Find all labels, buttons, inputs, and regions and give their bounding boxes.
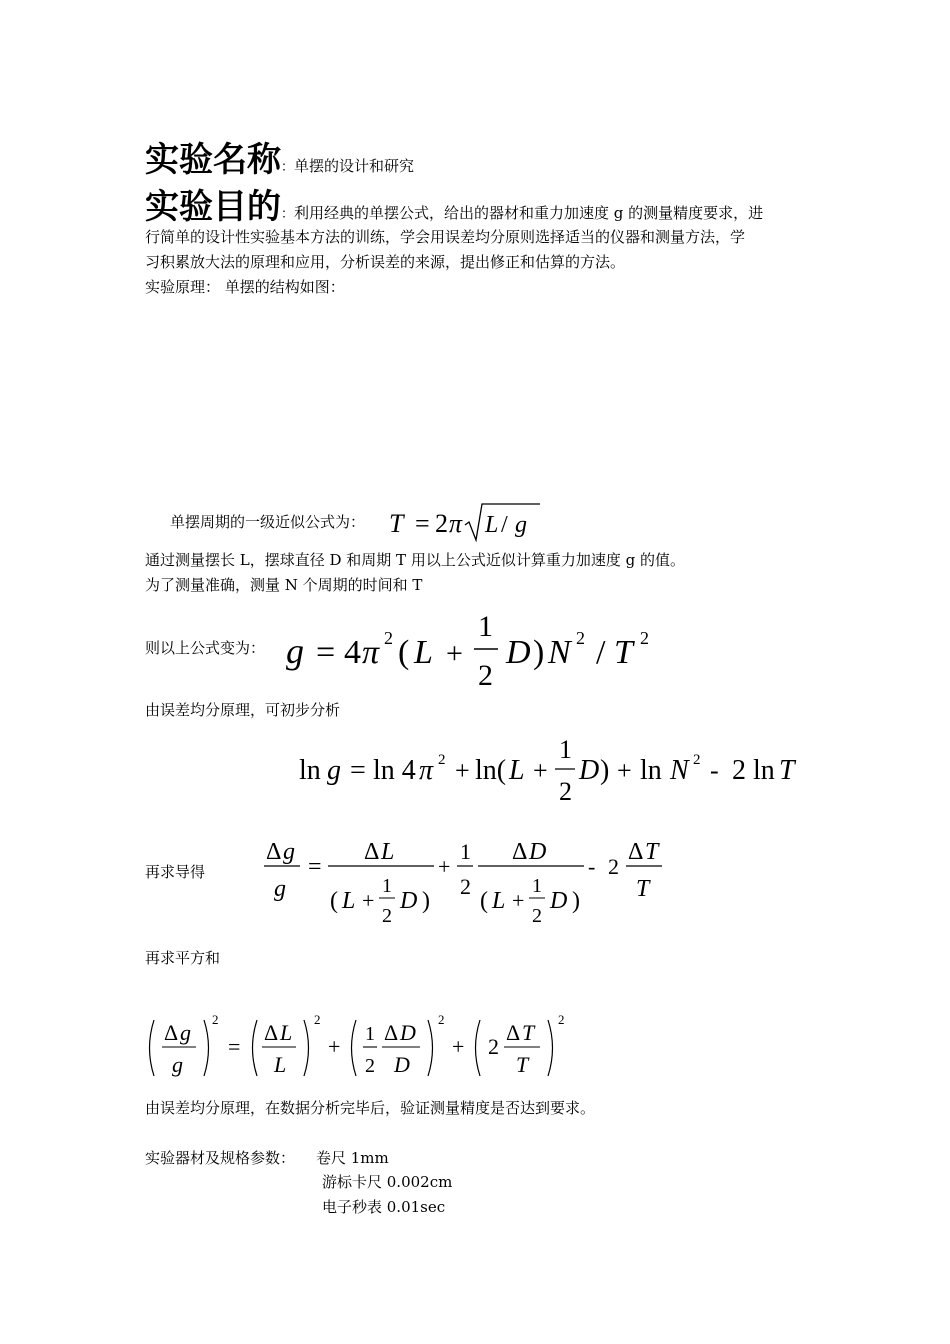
- svg-text:1: 1: [382, 875, 392, 897]
- svg-text:+: +: [328, 1034, 341, 1059]
- svg-text:2: 2: [212, 1012, 219, 1027]
- formula-derivative: [262, 832, 682, 937]
- svg-text:2: 2: [576, 628, 585, 648]
- svg-text:(: (: [480, 888, 488, 914]
- svg-text:+: +: [446, 637, 463, 670]
- conclusion-line: 由误差均分原理，在数据分析完毕后，验证测量精度是否达到要求。: [145, 1099, 596, 1117]
- svg-text:D: D: [506, 634, 531, 671]
- svg-text:2 ln: 2 ln: [732, 755, 775, 786]
- svg-text:ln: ln: [640, 755, 662, 786]
- svg-text:D: D: [394, 1052, 410, 1077]
- svg-text:T: T: [636, 876, 650, 902]
- svg-text:D: D: [529, 839, 547, 865]
- equipment-item-tape-measure: 卷尺 1mm: [316, 1149, 389, 1167]
- svg-text:g: g: [274, 876, 286, 902]
- svg-text:L: L: [381, 839, 395, 865]
- svg-text:+: +: [455, 756, 470, 785]
- svg-text:+: +: [617, 756, 632, 785]
- svg-text:ln 4: ln 4: [373, 755, 416, 786]
- svg-text:T: T: [516, 1052, 529, 1077]
- svg-text:1: 1: [478, 610, 493, 643]
- experiment-purpose-line1: [145, 179, 763, 228]
- equipment-item-stopwatch: 电子秒表 0.01sec: [322, 1198, 446, 1216]
- svg-text:N: N: [670, 755, 689, 786]
- measure-line: 通过测量摆长 L，摆球直径 D 和周期 T 用以上公式近似计算重力加速度 g 的值。: [145, 551, 685, 569]
- svg-text:g: g: [515, 512, 527, 538]
- svg-text:=: =: [316, 634, 336, 671]
- svg-text:T: T: [614, 634, 633, 671]
- svg-text:2: 2: [460, 874, 471, 899]
- svg-text:=: =: [350, 755, 366, 786]
- svg-text:T: T: [389, 509, 404, 538]
- svg-text:+: +: [438, 854, 451, 879]
- svg-text:+: +: [512, 888, 525, 913]
- svg-text:2: 2: [640, 628, 649, 648]
- svg-text:D: D: [550, 888, 568, 914]
- svg-text:π: π: [449, 509, 463, 538]
- svg-text:1: 1: [532, 875, 542, 897]
- svg-text:2: 2: [558, 1012, 565, 1027]
- svg-text:L: L: [492, 888, 506, 914]
- square-sum-label: 再求平方和: [145, 949, 221, 967]
- svg-text:): ): [572, 888, 580, 914]
- transform-label: 则以上公式变为：: [145, 639, 266, 657]
- svg-text:+: +: [452, 1034, 465, 1059]
- experiment-purpose-colon: ：: [281, 207, 295, 222]
- svg-text:D: D: [400, 888, 418, 914]
- svg-text:L: L: [342, 888, 356, 914]
- purpose-text-line2: 行简单的设计性实验基本方法的训练，学会用误差均分原则选择适当的仪器和测量方法，学: [145, 228, 746, 246]
- svg-text:g: g: [283, 839, 295, 865]
- svg-text:T: T: [779, 755, 795, 786]
- svg-text:2: 2: [608, 854, 619, 879]
- svg-text:L: L: [274, 1052, 287, 1077]
- experiment-name-value: 单摆的设计和研究: [294, 157, 415, 175]
- svg-text:Δ: Δ: [384, 1020, 399, 1045]
- svg-text:/: /: [501, 512, 508, 538]
- error-intro: 由误差均分原理，可初步分析: [145, 701, 341, 719]
- svg-text:ln: ln: [299, 755, 321, 786]
- svg-text:2: 2: [314, 1012, 321, 1027]
- svg-text:4: 4: [344, 634, 361, 671]
- purpose-text-line3: 习积累放大法的原理和应用，分析误差的来源，提出修正和估算的方法。: [145, 253, 626, 271]
- svg-text:L: L: [485, 512, 499, 538]
- svg-text:): ): [600, 755, 610, 786]
- svg-text:-: -: [588, 854, 596, 879]
- svg-text:+: +: [362, 888, 375, 913]
- svg-text:=: =: [308, 854, 322, 880]
- svg-text:Δ: Δ: [628, 839, 644, 865]
- svg-text:(: (: [398, 634, 410, 671]
- svg-text:2: 2: [365, 1055, 375, 1077]
- svg-text:L: L: [509, 755, 525, 786]
- svg-text:=: =: [228, 1034, 241, 1059]
- svg-text:Δ: Δ: [364, 839, 380, 865]
- svg-text:D: D: [400, 1020, 416, 1045]
- svg-text:N: N: [548, 634, 571, 671]
- svg-text:Δ: Δ: [512, 839, 528, 865]
- experiment-name-colon: ：: [281, 160, 295, 175]
- svg-text:2: 2: [532, 905, 542, 927]
- experiment-name-label: 实验名称: [145, 140, 281, 180]
- svg-text:T: T: [522, 1020, 535, 1045]
- formula-g: [280, 600, 660, 695]
- svg-text:Δ: Δ: [164, 1020, 179, 1045]
- svg-text:2: 2: [488, 1034, 499, 1059]
- svg-text:+: +: [533, 756, 548, 785]
- svg-text:2: 2: [478, 659, 493, 692]
- experiment-purpose-label: 实验目的: [145, 187, 281, 227]
- svg-text:): ): [533, 634, 545, 671]
- svg-text:Δ: Δ: [506, 1020, 521, 1045]
- svg-text:1: 1: [460, 839, 471, 864]
- svg-text:g: g: [172, 1052, 183, 1077]
- formula-ln: [295, 732, 815, 812]
- svg-text:D: D: [579, 755, 600, 786]
- svg-text:2: 2: [559, 777, 572, 806]
- purpose-text-line1: 利用经典的单摆公式，给出的器材和重力加速度 g 的测量精度要求，进: [294, 204, 764, 222]
- svg-text:1: 1: [365, 1023, 375, 1045]
- equipment-item-vernier-caliper: 游标卡尺 0.002cm: [322, 1173, 453, 1191]
- period-formula: [385, 498, 555, 543]
- svg-text:π: π: [419, 755, 434, 786]
- svg-text:T: T: [645, 839, 659, 865]
- svg-text:1: 1: [559, 735, 572, 764]
- accuracy-line: 为了测量准确，测量 N 个周期的时间和 T: [145, 576, 423, 594]
- svg-text:2: 2: [435, 509, 448, 538]
- svg-text:2: 2: [438, 1012, 445, 1027]
- principle-intro: 实验原理： 单摆的结构如图：: [145, 278, 345, 296]
- svg-text:L: L: [280, 1020, 293, 1045]
- svg-text:): ): [422, 888, 430, 914]
- svg-text:2: 2: [438, 752, 446, 768]
- svg-text:2: 2: [384, 628, 393, 648]
- svg-text:Δ: Δ: [264, 1020, 279, 1045]
- formula-square: [142, 1008, 582, 1088]
- svg-text:(: (: [330, 888, 338, 914]
- svg-text:g: g: [286, 631, 304, 671]
- svg-text:2: 2: [382, 905, 392, 927]
- svg-text:g: g: [180, 1020, 191, 1045]
- equipment-label: 实验器材及规格参数：: [145, 1149, 296, 1167]
- period-label: 单摆周期的一级近似公式为：: [170, 513, 366, 531]
- svg-text:g: g: [327, 755, 341, 786]
- svg-text:=: =: [415, 509, 430, 538]
- svg-text:Δ: Δ: [266, 839, 282, 865]
- svg-text:L: L: [414, 634, 433, 671]
- svg-text:-: -: [710, 756, 719, 785]
- svg-text:ln(: ln(: [475, 755, 507, 786]
- svg-text:π: π: [362, 634, 380, 671]
- derivative-label: 再求导得: [145, 863, 206, 881]
- experiment-name-line: [145, 132, 414, 181]
- svg-text:/: /: [596, 634, 606, 671]
- svg-text:2: 2: [693, 752, 701, 768]
